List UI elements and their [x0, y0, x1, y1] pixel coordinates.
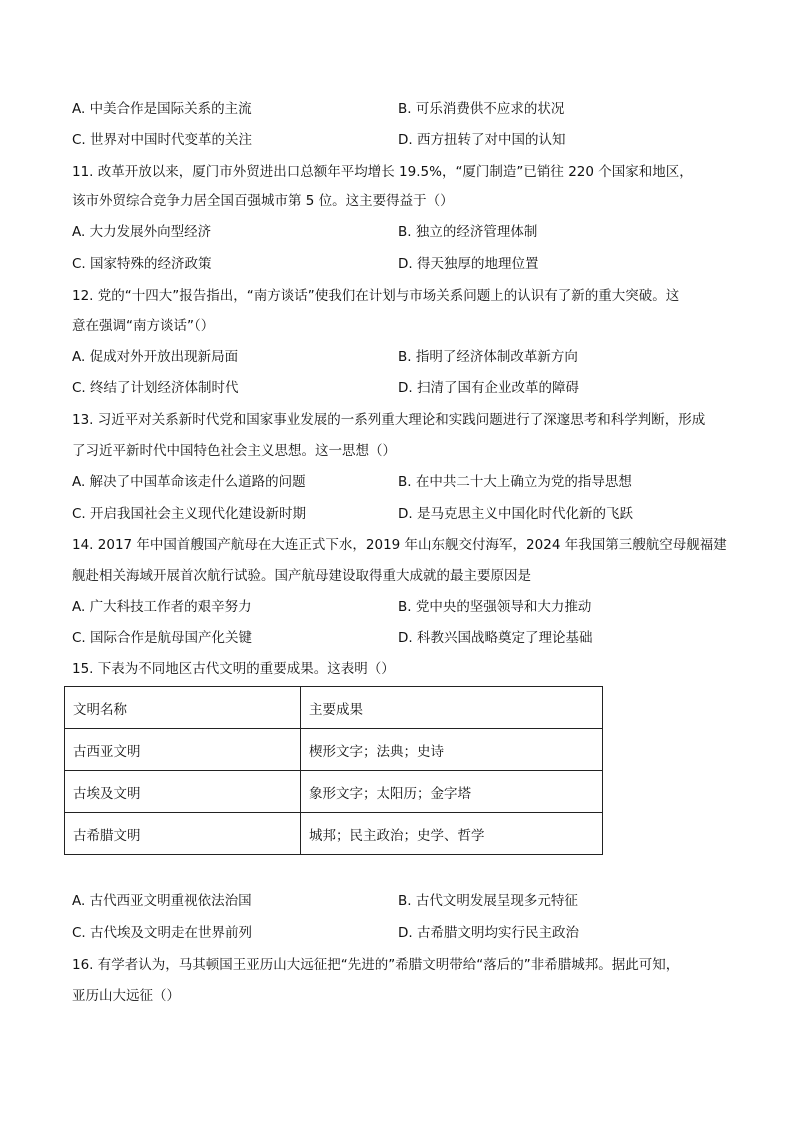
q16-stem-line-2: 亚历山大远征（）: [72, 988, 180, 1004]
q12-option-b: B. 指明了经济体制改革新方向: [398, 349, 578, 365]
civilization-achievements-table: [64, 686, 603, 855]
q11-stem-line-1: 11. 改革开放以来，厦门市外贸进出口总额年平均增长 19.5%，“厦门制造”已销往 220 个国家和地区，: [72, 164, 693, 180]
q11-option-a: A. 大力发展外向型经济: [72, 224, 212, 240]
q12-stem-line-1: 12. 党的“十四大”报告指出，“南方谈话”使我们在计划与市场关系问题上的认识有了新的重大突破。这: [72, 288, 680, 304]
q11-option-c: C. 国家特殊的经济政策: [72, 256, 212, 272]
q13-option-a: A. 解决了中国革命该走什么道路的问题: [72, 474, 306, 490]
table-cell: 古希腊文明: [65, 813, 301, 855]
q10-option-a: A. 中美合作是国际关系的主流: [72, 101, 252, 117]
q13-option-c: C. 开启我国社会主义现代化建设新时期: [72, 506, 307, 522]
q14-option-c: C. 国际合作是航母国产化关键: [72, 630, 253, 646]
table-cell: 楔形文字；法典；史诗: [301, 729, 603, 771]
q13-option-b: B. 在中共二十大上确立为党的指导思想: [398, 474, 632, 490]
q10-option-d: D. 西方扭转了对中国的认知: [398, 132, 566, 148]
table-header-cell: 主要成果: [301, 687, 603, 729]
q10-option-c: C. 世界对中国时代变革的关注: [72, 132, 253, 148]
q13-stem-line-2: 了习近平新时代中国特色社会主义思想。这一思想（）: [72, 443, 396, 459]
table-cell: 古埃及文明: [65, 771, 301, 813]
q15-option-a: A. 古代西亚文明重视依法治国: [72, 893, 252, 909]
table-row: [65, 729, 603, 771]
q11-stem-line-2: 该市外贸综合竞争力居全国百强城市第 5 位。这主要得益于（）: [72, 193, 454, 209]
q12-option-a: A. 促成对外开放出现新局面: [72, 349, 239, 365]
q15-option-d: D. 古希腊文明均实行民主政治: [398, 925, 579, 941]
q15-option-c: C. 古代埃及文明走在世界前列: [72, 925, 253, 941]
table-row: [65, 813, 603, 855]
table-header-row: [65, 687, 603, 729]
q13-stem-line-1: 13. 习近平对关系新时代党和国家事业发展的一系列重大理论和实践问题进行了深邃思考和科学判断，形成: [72, 412, 706, 428]
q11-option-d: D. 得天独厚的地理位置: [398, 256, 539, 272]
q15-option-b: B. 古代文明发展呈现多元特征: [398, 893, 578, 909]
q12-option-d: D. 扫清了国有企业改革的障碍: [398, 380, 579, 396]
q12-stem-line-2: 意在强调“南方谈话”（）: [72, 318, 215, 334]
table-cell: 象形文字；太阳历；金字塔: [301, 771, 603, 813]
q14-stem-line-1: 14. 2017 年中国首艘国产航母在大连正式下水，2019 年山东舰交付海军，2024 年我国第三艘航空母舰福建: [72, 537, 727, 553]
q12-option-c: C. 终结了计划经济体制时代: [72, 380, 239, 396]
q14-option-b: B. 党中央的坚强领导和大力推动: [398, 599, 592, 615]
q14-stem-line-2: 舰赴相关海域开展首次航行试验。国产航母建设取得重大成就的最主要原因是: [72, 568, 531, 584]
table-header-cell: 文明名称: [65, 687, 301, 729]
table-cell: 古西亚文明: [65, 729, 301, 771]
q15-stem: 15. 下表为不同地区古代文明的重要成果。这表明（）: [72, 661, 395, 677]
q10-option-b: B. 可乐消费供不应求的状况: [398, 101, 565, 117]
q13-option-d: D. 是马克思主义中国化时代化新的飞跃: [398, 506, 633, 522]
table-cell: 城邦；民主政治；史学、哲学: [301, 813, 603, 855]
q16-stem-line-1: 16. 有学者认为，马其顿国王亚历山大远征把“先进的”希腊文明带给“落后的”非希腊城邦。据此可知，: [72, 957, 680, 973]
q14-option-d: D. 科教兴国战略奠定了理论基础: [398, 630, 593, 646]
q11-option-b: B. 独立的经济管理体制: [398, 224, 538, 240]
q14-option-a: A. 广大科技工作者的艰辛努力: [72, 599, 252, 615]
table-row: [65, 771, 603, 813]
